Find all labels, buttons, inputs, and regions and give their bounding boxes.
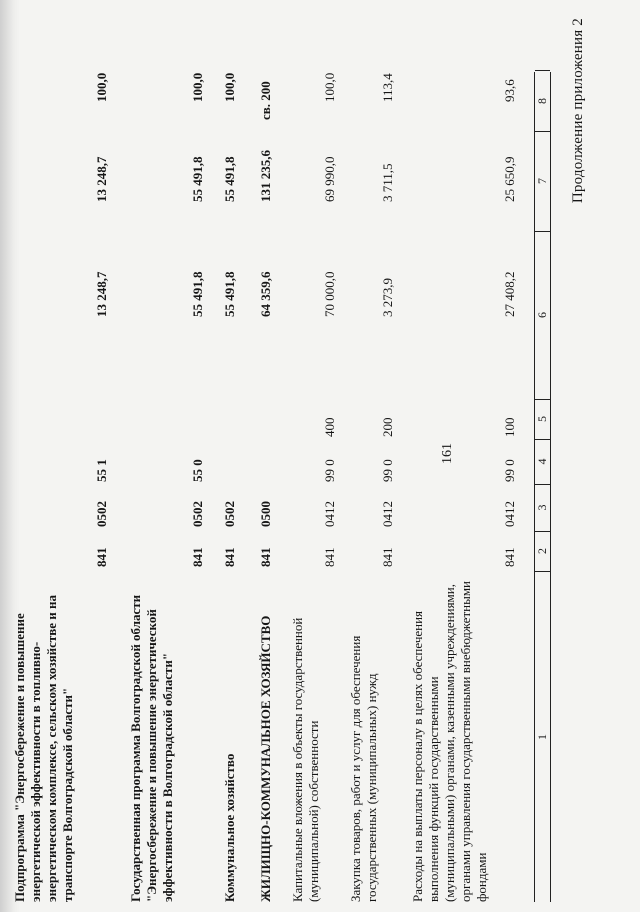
cell-c7: 55 491,8 (190, 156, 205, 202)
cell-c6: 70 000,0 (322, 271, 337, 317)
header-col-1: 1 (535, 734, 549, 740)
cell-c6: 27 408,2 (502, 271, 517, 317)
cell-c7: 3 711,5 (380, 163, 395, 202)
cell-c2: 841 (94, 547, 109, 567)
cell-c6: 64 359,6 (258, 271, 273, 317)
cell-c3: 0502 (222, 501, 237, 527)
row-name: Подпрограмма "Энергосбережение и повышение энергетической эффективности в топливно-энергетическом комплексе, сельском хозяйстве и на транспорте Волгоградской области" (12, 594, 75, 902)
header-col-2: 2 (535, 531, 550, 572)
cell-c3: 0412 (380, 501, 395, 527)
header-col-6: 6 (535, 231, 550, 400)
cell-c8: 93,6 (502, 79, 517, 102)
cell-c3: 0412 (502, 501, 517, 527)
cell-c2: 841 (380, 547, 395, 567)
cell-c2: 841 (258, 547, 273, 567)
row-name: Капитальные вложения в объекты государственной (муниципальной) собственности (290, 617, 321, 902)
cell-c7: 13 248,7 (94, 156, 109, 202)
cell-c2: 841 (222, 547, 237, 567)
row-name: ЖИЛИЩНО-КОММУНАЛЬНОЕ ХОЗЯЙСТВО (258, 615, 273, 902)
cell-c6: 55 491,8 (222, 271, 237, 317)
cell-c2: 841 (190, 547, 205, 567)
header-col-8: 8 (535, 70, 550, 132)
cell-c5: 200 (380, 417, 395, 437)
header-col-7: 7 (535, 131, 550, 232)
continuation-caption: Продолжение приложения 2 (570, 18, 586, 204)
cell-c8: 113,4 (380, 73, 395, 102)
cell-c3: 0502 (94, 501, 109, 527)
cell-c7: 131 235,6 (258, 150, 273, 202)
cell-c6: 13 248,7 (94, 271, 109, 317)
cell-c5: 100 (502, 417, 517, 437)
cell-c4: 55 0 (190, 459, 205, 482)
cell-c2: 841 (502, 547, 517, 567)
cell-c3: 0502 (190, 501, 205, 527)
cell-c8: св. 200 (258, 81, 273, 120)
cell-c7: 69 990,0 (322, 156, 337, 202)
cell-c4: 55 1 (94, 459, 109, 482)
cell-c8: 100,0 (222, 72, 237, 102)
cell-c4: 99 0 (322, 459, 337, 482)
cell-c8: 100,0 (322, 72, 337, 102)
header-col-4: 4 (535, 439, 550, 485)
cell-c7: 55 491,8 (222, 156, 237, 202)
row-name: Коммунальное хозяйство (222, 753, 237, 902)
page-number: 161 (440, 443, 455, 464)
cell-c5: 400 (322, 417, 337, 437)
header-col-5: 5 (535, 399, 550, 440)
cell-c2: 841 (322, 547, 337, 567)
cell-c3: 0412 (322, 501, 337, 527)
cell-c6: 3 273,9 (380, 278, 395, 317)
row-name: Закупка товаров, работ и услуг для обеспечения государственных (муниципальных) нужд (348, 635, 379, 902)
cell-c8: 100,0 (94, 72, 109, 102)
row-name: Государственная программа Волгоградской области "Энергосбережение и повышение энергетической эффективности в Волгоградской области" (128, 594, 175, 902)
cell-c6: 55 491,8 (190, 271, 205, 317)
cell-c8: 100,0 (190, 72, 205, 102)
cell-c3: 0500 (258, 501, 273, 527)
cell-c4: 99 0 (502, 459, 517, 482)
table-header-row (534, 72, 551, 902)
cell-c7: 25 650,9 (502, 156, 517, 202)
row-name: Расходы на выплаты персоналу в целях обеспечения выполнения функций государственными (муниципальными) органами, казенными учреждениями, органами управления государственными внебюджетными фондами (410, 580, 489, 902)
cell-c4: 99 0 (380, 459, 395, 482)
header-col-3: 3 (535, 484, 550, 532)
